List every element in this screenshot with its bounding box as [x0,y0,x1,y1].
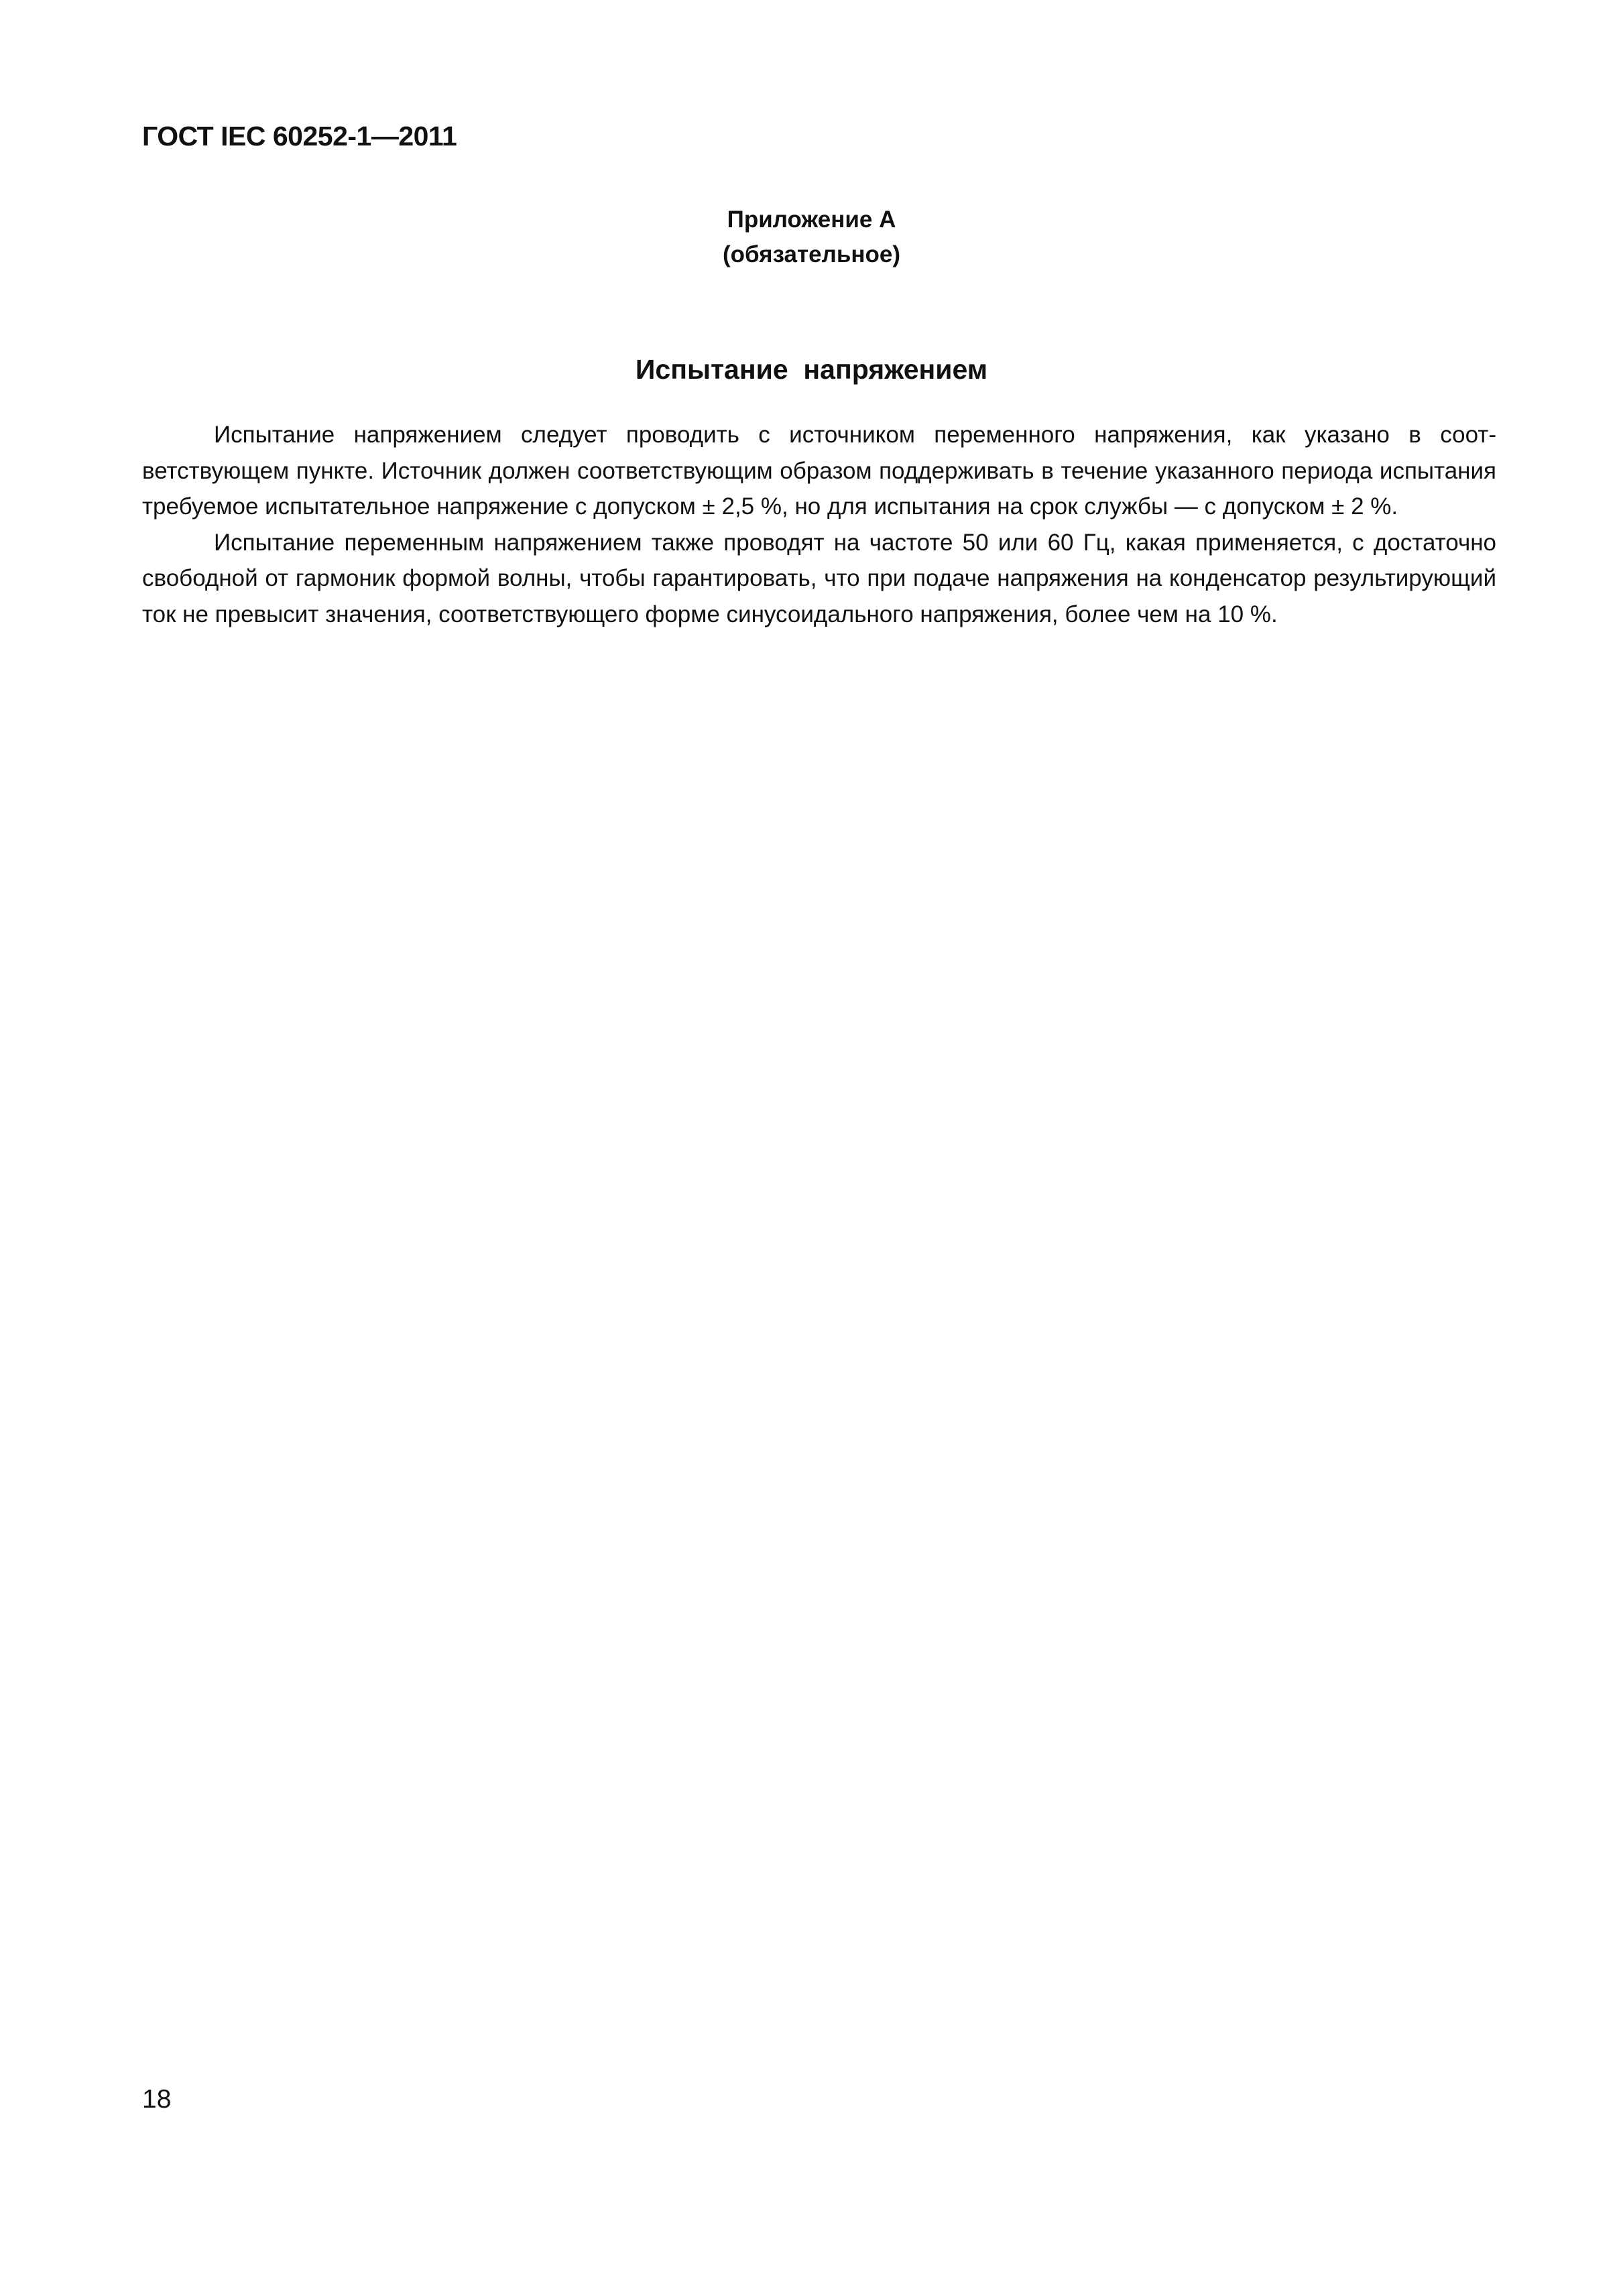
annex-status: (обязательное) [722,241,900,267]
document-code: ГОСТ IEC 60252-1—2011 [142,121,457,152]
annex-heading [0,202,1623,272]
paragraph: Испытание напряжением следует проводить с источником переменного напряжения, как указано в соответствующем пункте. Источник должен соответствующим образом поддерживать в течение указанного периода испытания требуемое испытательное напряжение с допуском ± 2,5 %, но для испытания на срок службы — с допуском ± 2 %. [142,422,1496,520]
paragraph: Испытание переменным напряжением также проводят на частоте 50 или 60 Гц, какая применяется, с достаточно свободной от гармоник формой волны, чтобы гарантировать, что при подаче напряжения на конденсатор результирующий ток не превысит значения, соответствующего форме синусоидального напряжения, более чем на 10 %. [142,529,1496,627]
page-number: 18 [142,2085,172,2114]
section-heading: Испытание напряжением [635,354,988,385]
section-body [142,417,1496,632]
annex-title: Приложение А [727,206,896,233]
